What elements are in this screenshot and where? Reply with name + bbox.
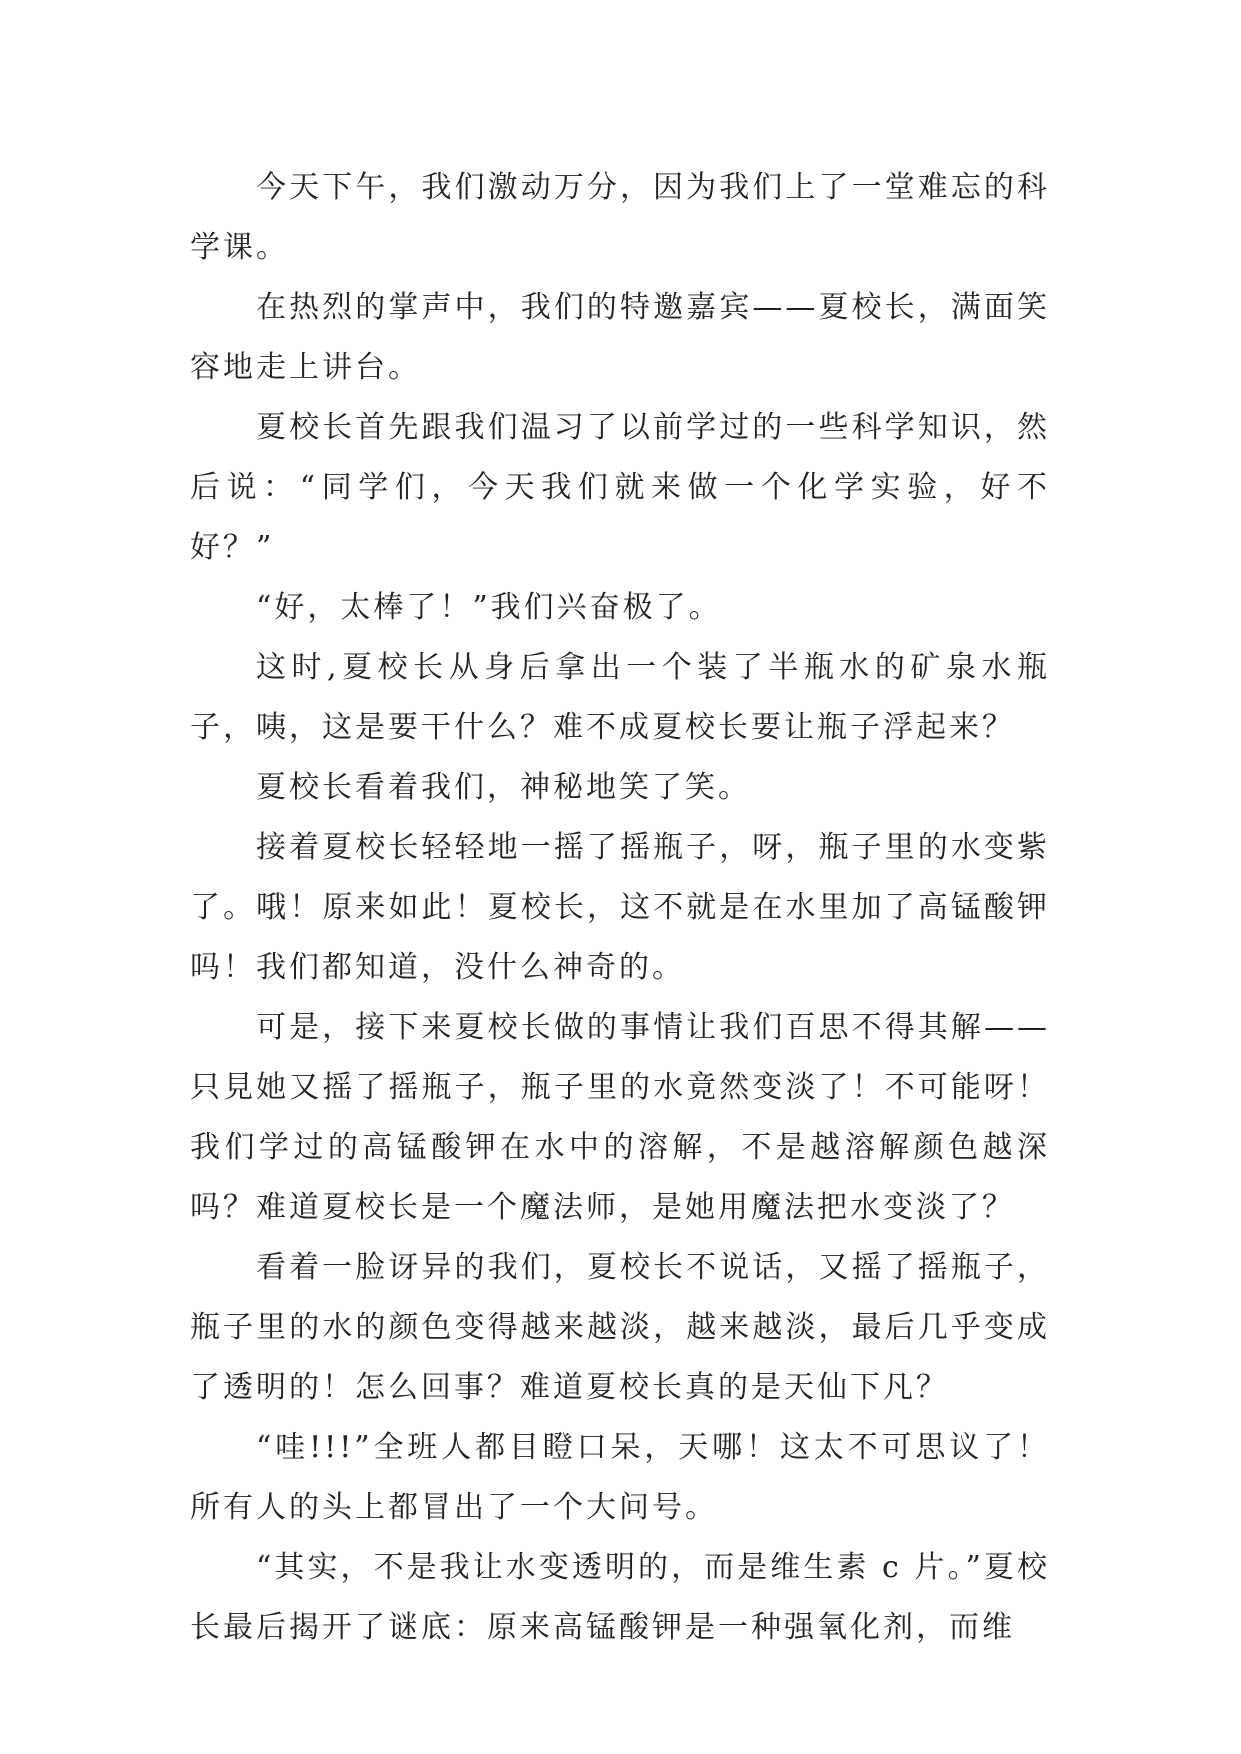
paragraph: 在热烈的掌声中，我们的特邀嘉宾——夏校长，满面笑容地走上讲台。 <box>190 290 1050 385</box>
paragraph: 接着夏校长轻轻地一摇了摇瓶子，呀，瓶子里的水变紫了。哦！原来如此！夏校长，这不就是在水里加了高锰酸钾吗！我们都知道，没什么神奇的。 <box>190 830 1050 985</box>
paragraph: “其实，不是我让水变透明的，而是维生素 c 片。”夏校长最后揭开了谜底：原来高锰酸钾是一种强氧化剂，而维 <box>190 1550 1050 1645</box>
paragraph: “好，太棒了！”我们兴奋极了。 <box>256 590 722 625</box>
paragraph: 今天下午，我们激动万分，因为我们上了一堂难忘的科学课。 <box>190 170 1050 265</box>
paragraph: 夏校长看着我们，神秘地笑了笑。 <box>256 770 751 805</box>
paragraph: 看着一脸讶异的我们，夏校长不说话，又摇了摇瓶子，瓶子里的水的颜色变得越来越淡，越来越淡，最后几乎变成了透明的！怎么回事？难道夏校长真的是天仙下凡？ <box>190 1250 1050 1405</box>
paragraph: 夏校长首先跟我们温习了以前学过的一些科学知识，然后说：“同学们，今天我们就来做一个化学实验，好不好？” <box>190 410 1050 565</box>
document-body <box>190 158 1050 1658</box>
paragraph: 这时,夏校长从身后拿出一个装了半瓶水的矿泉水瓶子，咦，这是要干什么？难不成夏校长要让瓶子浮起来？ <box>190 650 1050 745</box>
paragraph: 可是，接下来夏校长做的事情让我们百思不得其解——只見她又摇了摇瓶子，瓶子里的水竟然变淡了！不可能呀！我们学过的高锰酸钾在水中的溶解，不是越溶解颜色越深吗？难道夏校长是一个魔法师，是她用魔法把水变淡了？ <box>190 1010 1050 1225</box>
paragraph: “哇!!!”全班人都目瞪口呆，天哪！这太不可思议了！所有人的头上都冒出了一个大问号。 <box>190 1430 1050 1525</box>
